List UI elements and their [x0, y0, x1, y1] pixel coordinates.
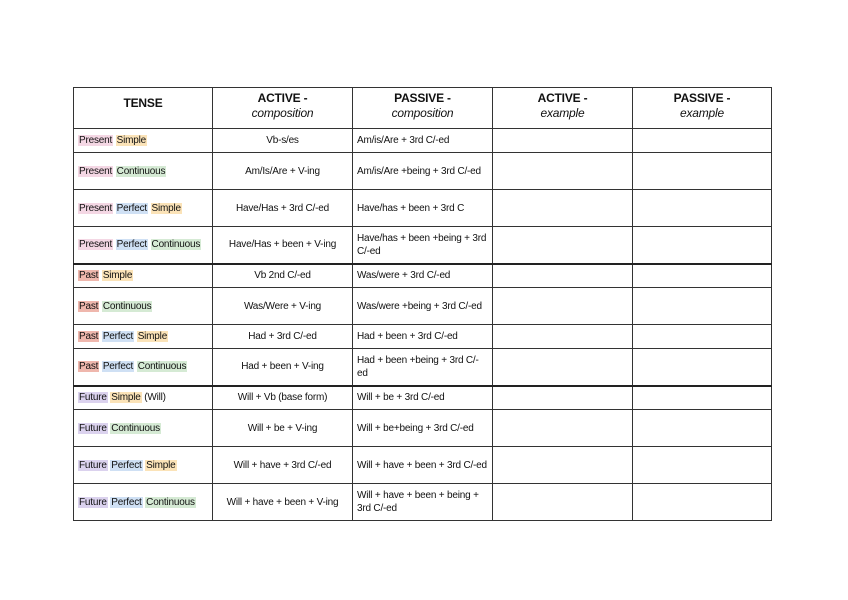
active-composition-cell: Was/Were + V-ing [213, 288, 353, 325]
tense-cell [74, 264, 213, 288]
passive-example-cell [633, 386, 772, 410]
tense-word-future: Future [79, 392, 107, 404]
tense-word-continuous: Continuous [102, 300, 152, 312]
tense-word-present: Present [79, 239, 113, 251]
header-passive-composition [353, 88, 493, 129]
header-active-composition [213, 88, 353, 129]
active-example-cell [493, 129, 633, 153]
passive-example-cell [633, 484, 772, 521]
header-passive-composition-sub: composition [391, 106, 454, 120]
table-row [74, 410, 772, 447]
active-composition-cell: Have/Has + 3rd C/-ed [213, 190, 353, 227]
tense-word-simple: Simple [151, 202, 181, 214]
tense-word-simple: Simple [116, 135, 147, 146]
tense-cell [74, 447, 213, 484]
tense-cell [74, 386, 213, 410]
active-example-cell [493, 484, 633, 521]
tense-word-simple: Simple [102, 270, 133, 282]
header-active-example [493, 88, 633, 129]
active-example-cell [493, 288, 633, 325]
table-row [74, 264, 772, 288]
active-composition-cell: Will + be + V-ing [213, 410, 353, 447]
active-example-cell [493, 264, 633, 288]
passive-composition-cell: Had + been +being + 3rd C/-ed [353, 349, 493, 386]
passive-example-cell [633, 325, 772, 349]
active-example-cell [493, 190, 633, 227]
header-active-example-sub: example [540, 106, 585, 120]
tense-cell [74, 129, 213, 153]
header-tense [74, 88, 213, 129]
tense-cell [74, 349, 213, 386]
passive-composition-cell: Was/were +being + 3rd C/-ed [353, 288, 493, 325]
table-row [74, 190, 772, 227]
passive-composition-cell: Will + be + 3rd C/-ed [353, 386, 493, 410]
active-example-cell [493, 153, 633, 190]
tense-word-perfect: Perfect [102, 361, 134, 373]
tense-word-perfect: Perfect [111, 459, 142, 471]
active-example-cell [493, 325, 633, 349]
tense-word-perfect: Perfect [116, 202, 147, 214]
tense-word-continuous: Continuous [151, 239, 201, 251]
active-composition-cell: Will + have + 3rd C/-ed [213, 447, 353, 484]
tense-word-future: Future [79, 459, 107, 471]
header-passive-example [633, 88, 772, 129]
tense-word-present: Present [79, 202, 113, 214]
tense-word-simple: Simple [111, 392, 141, 404]
header-active-composition-main: ACTIVE - [257, 91, 308, 105]
tense-word-present: Present [79, 165, 113, 177]
active-composition-cell: Vb-s/es [213, 129, 353, 153]
active-example-cell [493, 447, 633, 484]
tense-word-continuous: Continuous [137, 361, 187, 373]
tense-word-perfect: Perfect [116, 239, 147, 251]
passive-composition-cell: Have/has + been +being + 3rd C/-ed [353, 227, 493, 264]
table-row [74, 484, 772, 521]
passive-example-cell [633, 264, 772, 288]
active-example-cell [493, 349, 633, 386]
active-composition-cell: Will + Vb (base form) [213, 386, 353, 410]
tense-word-continuous: Continuous [146, 496, 195, 508]
tense-word-simple: Simple [146, 459, 176, 471]
header-passive-example-sub: example [680, 106, 724, 120]
tenses-table-body [74, 129, 772, 521]
table-row [74, 153, 772, 190]
header-active-example-main: ACTIVE - [537, 91, 588, 105]
passive-composition-cell: Have/has + been + 3rd C [353, 190, 493, 227]
tense-cell [74, 227, 213, 264]
tense-word-perfect: Perfect [102, 331, 134, 342]
tense-cell [74, 190, 213, 227]
passive-composition-cell: Am/is/Are +being + 3rd C/-ed [353, 153, 493, 190]
passive-example-cell [633, 288, 772, 325]
header-row [74, 88, 772, 129]
active-composition-cell: Vb 2nd C/-ed [213, 264, 353, 288]
tense-word-simple: Simple [137, 331, 168, 342]
tense-cell [74, 325, 213, 349]
passive-example-cell [633, 410, 772, 447]
passive-example-cell [633, 447, 772, 484]
tense-cell [74, 484, 213, 521]
tense-cell [74, 153, 213, 190]
tense-word-past: Past [79, 331, 99, 342]
passive-example-cell [633, 129, 772, 153]
header-passive-composition-main: PASSIVE - [394, 91, 451, 105]
passive-example-cell [633, 153, 772, 190]
passive-example-cell [633, 227, 772, 264]
tense-word-continuous: Continuous [111, 422, 160, 434]
active-example-cell [493, 386, 633, 410]
active-composition-cell: Will + have + been + V-ing [213, 484, 353, 521]
tense-cell [74, 288, 213, 325]
active-composition-cell: Had + been + V-ing [213, 349, 353, 386]
table-row [74, 288, 772, 325]
tense-word-future: Future [79, 422, 107, 434]
passive-composition-cell: Will + have + been + 3rd C/-ed [353, 447, 493, 484]
header-tense-label: TENSE [123, 96, 163, 110]
passive-composition-cell: Had + been + 3rd C/-ed [353, 325, 493, 349]
active-composition-cell: Have/Has + been + V-ing [213, 227, 353, 264]
table-row [74, 227, 772, 264]
tense-word-future: Future [79, 496, 107, 508]
tense-word-past: Past [79, 361, 99, 373]
active-example-cell [493, 410, 633, 447]
tense-word-past: Past [79, 270, 99, 282]
tense-cell [74, 410, 213, 447]
passive-composition-cell: Will + be+being + 3rd C/-ed [353, 410, 493, 447]
active-composition-cell: Had + 3rd C/-ed [213, 325, 353, 349]
active-composition-cell: Am/Is/Are + V-ing [213, 153, 353, 190]
passive-example-cell [633, 349, 772, 386]
tense-word-past: Past [79, 300, 99, 312]
header-active-composition-sub: composition [251, 106, 314, 120]
table-row [74, 325, 772, 349]
tense-text: (Will) [141, 392, 166, 404]
table-row [74, 349, 772, 386]
table-row [74, 129, 772, 153]
header-passive-example-main: PASSIVE - [673, 91, 731, 105]
tense-word-continuous: Continuous [116, 165, 166, 177]
tense-word-perfect: Perfect [111, 496, 142, 508]
table-row [74, 447, 772, 484]
passive-composition-cell: Will + have + been + being + 3rd C/-ed [353, 484, 493, 521]
passive-composition-cell: Am/is/Are + 3rd C/-ed [353, 129, 493, 153]
passive-example-cell [633, 190, 772, 227]
active-example-cell [493, 227, 633, 264]
passive-composition-cell: Was/were + 3rd C/-ed [353, 264, 493, 288]
table-row [74, 386, 772, 410]
tenses-table [73, 87, 772, 521]
tense-word-present: Present [79, 135, 113, 146]
